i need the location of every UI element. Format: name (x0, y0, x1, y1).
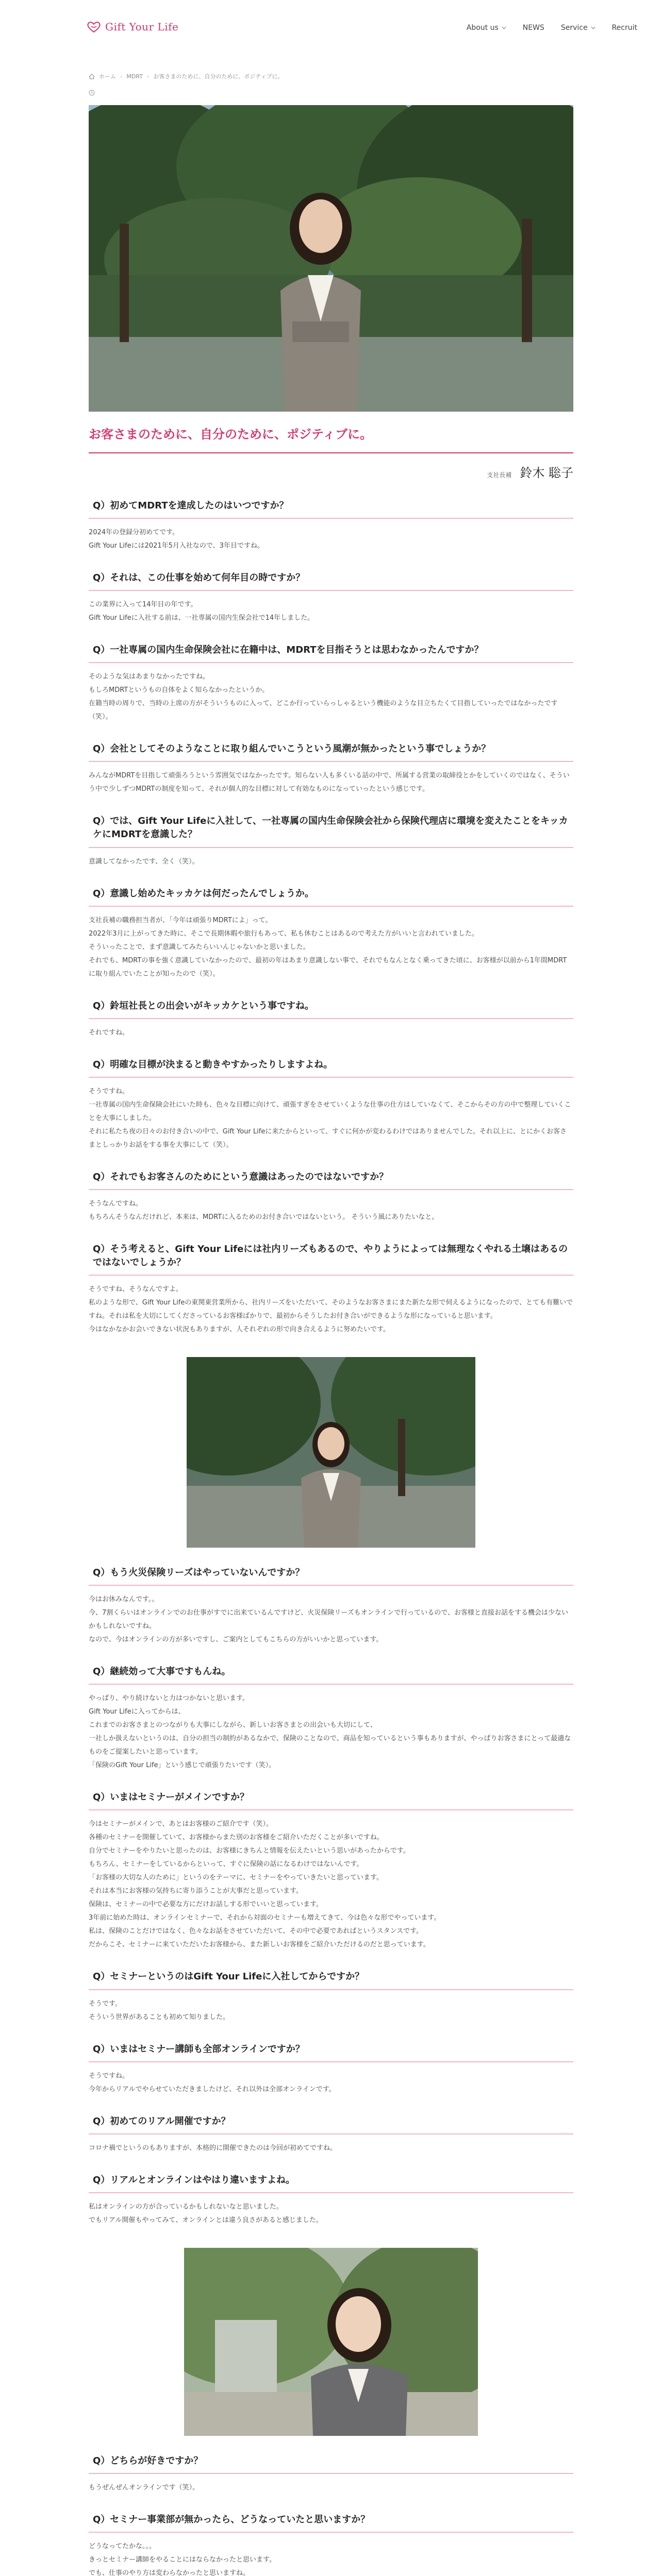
answer-line: Gift Your Lifeに入ってからは、 (89, 1708, 185, 1716)
qa-block (89, 809, 573, 868)
answer-line: 2024年の登録分初めてです。 (89, 529, 179, 537)
question-heading: Q）鈴垣社長との出会いがキッカケという事ですね。 (89, 994, 573, 1019)
answer-line: それに私たち夜の日々のお付き合いの中で、Gift Your Lifeに来たからといって、すぐに何かが変わるわけではありませんでした。それ以上に、とにかくお客さまとしっかりお話をする事を大事にして（笑）。 (89, 1127, 567, 1149)
answer-line: 在籍当時の周りで、当時の上席の方がそういうものに入って、どこか行っていらっしゃるという機能のような目立ちたくて目指していったではなかったです（笑）。 (89, 700, 558, 721)
answer-text (89, 2200, 573, 2227)
qa-block (89, 566, 573, 625)
nav-label: About us (466, 24, 499, 32)
question-heading: Q）では、Gift Your Lifeに入社して、一社専属の国内生命保険会社から保険代理店に環境を変えたことをキッカケにMDRTを意識した？ (89, 809, 573, 848)
qa-block (89, 994, 573, 1040)
answer-line: もちろんそうなんだけれど、本来は、MDRTに入るためのお付き合いではないという。 そういう風にありたいなと。 (89, 1213, 439, 1221)
site-header (0, 0, 662, 57)
qa-block (89, 494, 573, 553)
answer-text (89, 1997, 573, 2024)
answer-line: みんながMDRTを目指して頑張ろうという雰囲気ではなかったです。知らない人も多くいる話の中で、所属する営業の取締役とかをしていくのではなく、そういう中で少しずつMDRTの制度を知って、それが個人的な目標に対して有効なものになっていったという感じです。 (89, 772, 570, 793)
answer-line: 意識してなかったです、全く（笑）。 (89, 857, 199, 866)
question-heading: Q）それでもお客さんのためにという意識はあったのではないですか？ (89, 1165, 573, 1190)
answer-line: もうぜんぜんオンラインです（笑）。 (89, 2483, 200, 2492)
answer-line: 今はなかなかお会いできない状況もありますが、人それぞれの形で向き合えるように努めたいです。 (89, 1326, 390, 1334)
author-info (89, 463, 573, 481)
answer-text (89, 1818, 573, 1952)
answer-line: やっぱり、やり続けないと力はつかないと思います。 (89, 1694, 249, 1703)
nav-item-recruit[interactable] (612, 24, 637, 32)
answer-line: 2022年3月に上がってきた時に、そこで長期休暇や旅行もあって、私も休むことはあるので考えた方がいいと言われていました。 (89, 929, 478, 938)
nav-item-service[interactable] (561, 24, 595, 32)
answer-text (89, 1026, 573, 1040)
qa-block (89, 1561, 573, 1647)
breadcrumb-home[interactable]: ホーム (99, 73, 116, 80)
question-heading: Q）いまはセミナーがメインですか？ (89, 1786, 573, 1810)
qa-block (89, 1238, 573, 1336)
answer-line: 保険は、セミナーの中で必要な方にだけお話しする形でいいと思っています。 (89, 1901, 323, 1909)
answer-line: 各種のセミナーを開催していて、お客様からまた別のお客様をご紹介いただくことが多いですね。 (89, 1834, 384, 1842)
question-heading: Q）初めてMDRTを達成したのはいつですか？ (89, 494, 573, 519)
breadcrumb (89, 72, 573, 80)
answer-line: Gift Your Lifeに入社する前は、一社専属の国内生保会社で14年しました。 (89, 614, 315, 622)
answer-line: それですね。 (89, 1028, 129, 1037)
site-logo[interactable] (87, 21, 178, 33)
answer-line: もちろん、セミナーをしているからといって、すぐに保険の話になるわけではないんです。 (89, 1860, 363, 1869)
answer-line: でもリアル開催もやってみて、オンラインとは違う良さがあると感じました。 (89, 2216, 323, 2224)
breadcrumb-category[interactable]: MDRT (126, 73, 143, 80)
answer-line: コロナ禍でというのもありますが、本格的に開催できたのは今回が初めてですね。 (89, 2144, 337, 2152)
answer-line: でも、仕事のやり方は変わらなかったと思いますね。 (89, 2569, 250, 2576)
question-heading: Q）初めてのリアル開催ですか？ (89, 2110, 573, 2134)
answer-text (89, 2481, 573, 2495)
interview-photo (187, 1357, 475, 1548)
question-heading: Q）意識し始めたキッカケは何だったんでしょうか。 (89, 882, 573, 907)
answer-text (89, 2540, 573, 2576)
article (89, 72, 573, 2576)
answer-line: これまでのお客さまとのつながりも大事にしながら、新しいお客さまとの出会いも大切にして、 (89, 1721, 377, 1730)
nav-label: NEWS (522, 24, 544, 32)
question-heading: Q）いまはセミナー講師も全部オンラインですか？ (89, 2038, 573, 2062)
answer-line: そういったことで、まず意識してみたらいいんじゃないかと思いました。 (89, 943, 310, 951)
qa-block (89, 1053, 573, 1152)
qa-block (89, 882, 573, 981)
answer-line: そうですね。 (89, 2072, 129, 2080)
nav-item-about-us[interactable] (467, 24, 506, 32)
answer-text (89, 598, 573, 625)
question-heading: Q）継続効って大事ですもんね。 (89, 1660, 573, 1685)
answer-line: なので、今はオンラインの方が多いですし、ご案内としてもこちらの方がいいかと思っています。 (89, 1636, 383, 1644)
answer-text (89, 670, 573, 724)
question-heading: Q）明確な目標が決まると動きやすかったりしますよね。 (89, 1053, 573, 1078)
answer-line: そういう世界があることも初めて知りました。 (89, 2013, 230, 2021)
home-icon (89, 74, 95, 79)
nav-label: Service (560, 24, 588, 32)
answer-text (89, 1593, 573, 1647)
qa-block (89, 2508, 573, 2576)
main-nav (467, 24, 637, 32)
logo-text: Gift Your Life (105, 21, 179, 33)
answer-text (89, 769, 573, 796)
question-heading: Q）そう考えると、Gift Your Lifeには社内リーズもあるので、やりようによっては無理なくやれる土壌はあるのではないでしょうか？ (89, 1238, 573, 1276)
answer-line: 3年前に始めた時は、オンラインセミナーで、それから対面のセミナーも増えてきて、今は色々な形でやっています。 (89, 1914, 441, 1922)
answer-line: きっとセミナー講師をやることにはならなかったと思います。 (89, 2555, 276, 2564)
answer-text (89, 914, 573, 981)
answer-line: 「保険のGift Your Life」という感じで頑張りたいです（笑）。 (89, 1761, 276, 1770)
answer-text (89, 1283, 573, 1336)
answer-line: そのような気はあまりなかったですね。 (89, 673, 210, 681)
question-heading: Q）もう火災保険リーズはやっていないんですか？ (89, 1561, 573, 1586)
answer-line: どうなってたかな。。。 (89, 2542, 156, 2550)
qa-block (89, 1660, 573, 1772)
answer-line: 支社長補の職務担当者が、「今年は頑張りMDRTによ」って。 (89, 916, 272, 924)
chevron-down-icon (502, 26, 506, 29)
answer-line: そうですね。 (89, 1087, 129, 1095)
breadcrumb-separator: › (120, 73, 123, 80)
answer-line: 今はお休みなんです。。 (89, 1596, 159, 1604)
answer-line: 一社専属の国内生命保険会社にいた時も、色々な目標に向けて、頑張すぎをさせていくような仕事の仕方はしていなくて、そこからその方の中で整理していくことを大事にしました。 (89, 1100, 571, 1122)
answer-line: 自分でセミナーをやりたいと思ったのは、お客様にきちんと情報を伝えたいという思いがあったからです。 (89, 1847, 410, 1855)
qa-block (89, 737, 573, 796)
answer-text (89, 1197, 573, 1224)
answer-line: 今、7割くらいはオンラインでのお仕事がすでに出来ているんですけど、火災保険リーズもオンラインで行っているので、お客様と直接お話をする機会は少ないかもしれないですね。 (89, 1609, 568, 1631)
clock-icon (89, 90, 95, 96)
answer-line: それは本当にお客様の気持ちに寄り添うことが大事だと思っています。 (89, 1887, 303, 1895)
breadcrumb-separator: › (146, 73, 150, 80)
post-date-row (89, 90, 573, 96)
answer-line: 「お客様の大切な人のために」というのをテーマに、セミナーをやっていきたいと思っています。 (89, 1874, 383, 1882)
author-role: 支社長補 (487, 471, 512, 479)
chevron-down-icon (591, 26, 595, 29)
answer-line: Gift Your Lifeには2021年5月入社なので、3年目ですね。 (89, 542, 264, 550)
question-heading: Q）会社としてそのようなことに取り組んでいこうという風潮が無かったという事でしょうか？ (89, 737, 573, 762)
author-name: 鈴木 聡子 (520, 466, 573, 480)
heart-logo-icon (87, 21, 101, 33)
answer-text (89, 855, 573, 869)
interview-photo-2 (184, 2248, 478, 2436)
breadcrumb-current: お客さまのために、自分のために、ポジティブに。 (153, 73, 284, 80)
question-heading: Q）それは、この仕事を始めて何年目の時ですか？ (89, 566, 573, 591)
qa-block (89, 638, 573, 724)
answer-line: 一社しか扱えないというのは、自分の担当の制約があるなかで、保険のことなので、商品を知っているという事もありますが、やっぱりお客さまにとって最適なものをご提案したいと思っています。 (89, 1735, 571, 1756)
answer-text (89, 2142, 573, 2155)
answer-line: 私はオンラインの方が合っているかもしれないなと思いました。 (89, 2202, 283, 2211)
page-title: お客さまのために、自分のために、ポジティブに。 (89, 424, 573, 453)
answer-text (89, 2070, 573, 2096)
qa-block (89, 2168, 573, 2227)
answer-line: そうなんですね。 (89, 1199, 143, 1208)
answer-line: 私は、保険のことだけではなく、色々なお話をさせていただいて、その中で必要であればというスタンスです。 (89, 1927, 423, 1936)
answer-line: もしろMDRTというもの自体をよく知らなかったというか。 (89, 686, 269, 694)
question-heading: Q）一社専属の国内生命保険会社に在籍中は、MDRTを目指そうとは思わなかったんですか？ (89, 638, 573, 663)
answer-text (89, 1692, 573, 1772)
answer-line: そうですね、そうなんですよ。 (89, 1285, 183, 1294)
answer-line: だからこそ、セミナーに来ていただいたお客様から、また新しいお客様をご紹介いただけるのだと思っています。 (89, 1941, 430, 1949)
qa-block (89, 1965, 573, 2024)
answer-line: 今はセミナーがメインで、あとはお客様のご紹介です（笑）。 (89, 1820, 273, 1828)
nav-item-news[interactable] (523, 24, 544, 32)
question-heading: Q）どちらが好きですか？ (89, 2449, 573, 2474)
qa-block (89, 2038, 573, 2096)
hero-photo (89, 105, 573, 412)
answer-text (89, 1085, 573, 1152)
answer-line: 今年からリアルでやらせていただきましたけど、それ以外は全部オンラインです。 (89, 2085, 336, 2093)
answer-line: 私のような形で、Gift Your Lifeの東関東営業所から、社内リーズをいただいて、そのようなお客さまにまた新たな形で伺えるようになったので、とても有難いですね。それは私を大切にしてくださっているお客様ばかりで、最初からそうしたお付き合いができるような形になっていると思います。 (89, 1299, 573, 1320)
answer-line: この業界に入って14年目の年です。 (89, 601, 197, 609)
qa-block (89, 2449, 573, 2495)
qa-block (89, 1165, 573, 1224)
answer-line: それでも、MDRTの事を強く意識していなかったので、最初の年はあまり意識しない事で、それでもなんとなく乗ってきた頃に、お客様が以前から1年間MDRTに取り組んでいたことが知ったので（笑）。 (89, 956, 567, 978)
answer-text (89, 526, 573, 553)
qa-block (89, 2110, 573, 2155)
question-heading: Q）セミナーというのはGift Your Lifeに入社してからですか？ (89, 1965, 573, 1990)
answer-line: そうです。 (89, 1999, 122, 2008)
qa-block (89, 1786, 573, 1952)
question-heading: Q）リアルとオンラインはやはり違いますよね。 (89, 2168, 573, 2193)
question-heading: Q）セミナー事業部が無かったら、どうなっていたと思いますか？ (89, 2508, 573, 2533)
nav-label: Recruit (611, 24, 637, 32)
